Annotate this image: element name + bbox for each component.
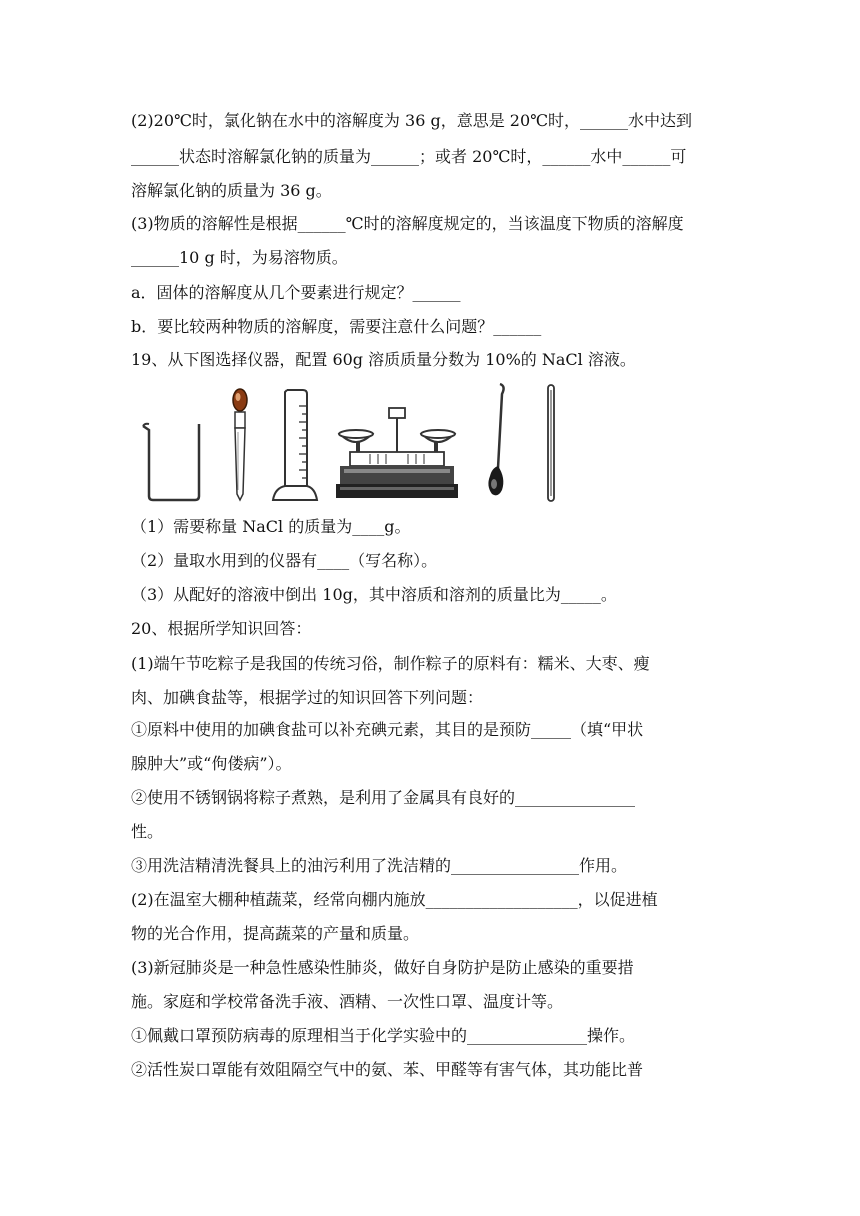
- text-line: （2）量取水用到的仪器有____（写名称）。: [131, 551, 438, 570]
- text-line: (3)物质的溶解性是根据______℃时的溶解度规定的，当该温度下物质的溶解度: [131, 214, 684, 233]
- text-line: （3）从配好的溶液中倒出 10g，其中溶质和溶剂的质量比为_____。: [131, 585, 617, 604]
- spoon-icon: [484, 382, 510, 500]
- text-line: 物的光合作用，提高蔬菜的产量和质量。: [131, 924, 420, 943]
- text-line: ______10 g 时，为易溶物质。: [131, 248, 348, 267]
- text-line: b．要比较两种物质的溶解度，需要注意什么问题？______: [131, 317, 542, 336]
- text-line: 溶解氯化钠的质量为 36 g。: [131, 181, 332, 200]
- text-line: ③用洗洁精清洗餐具上的油污利用了洗洁精的________________作用。: [131, 856, 628, 875]
- text-line: (2)20℃时，氯化钠在水中的溶解度为 36 g，意思是 20℃时，______水中达到: [131, 111, 693, 130]
- text-line: (2)在温室大棚种植蔬菜，经常向棚内施放___________________，以促进植: [131, 890, 658, 909]
- text-line: (1)端午节吃粽子是我国的传统习俗，制作粽子的原料有：糯米、大枣、瘦: [131, 654, 650, 673]
- text-line: 施。家庭和学校常备洗手液、酒精、一次性口罩、温度计等。: [131, 992, 564, 1011]
- text-line: ①佩戴口罩预防病毒的原理相当于化学实验中的_______________操作。: [131, 1026, 636, 1045]
- beaker-icon: [141, 420, 207, 502]
- graduated-cylinder-icon: [269, 388, 321, 502]
- text-line: ______状态时溶解氯化钠的质量为______；或者 20℃时，______水中______可: [131, 147, 687, 166]
- instruments-figure: [131, 380, 601, 510]
- text-line: (3)新冠肺炎是一种急性感染性肺炎，做好自身防护是防止感染的重要措: [131, 958, 634, 977]
- balance-scale-icon: [334, 406, 460, 502]
- question-heading: 19、从下图选择仪器，配置 60g 溶质质量分数为 10%的 NaCl 溶液。: [131, 350, 636, 369]
- text-line: 性。: [131, 822, 164, 841]
- text-line: 肉、加碘食盐等，根据学过的知识回答下列问题：: [131, 688, 484, 707]
- text-line: （1）需要称量 NaCl 的质量为____g。: [131, 517, 411, 536]
- dropper-icon: [227, 386, 253, 502]
- question-heading: 20、根据所学知识回答：: [131, 619, 312, 638]
- text-line: a．固体的溶解度从几个要素进行规定？______: [131, 283, 461, 302]
- text-line: ①原料中使用的加碘食盐可以补充碘元素，其目的是预防_____（填“甲状: [131, 720, 644, 739]
- text-line: ②活性炭口罩能有效阻隔空气中的氨、苯、甲醛等有害气体，其功能比普: [131, 1060, 644, 1079]
- text-line: ②使用不锈钢锅将粽子煮熟，是利用了金属具有良好的_______________: [131, 788, 636, 807]
- glass-rod-icon: [546, 384, 556, 502]
- text-line: 腺肿大”或“佝偻病”）。: [131, 754, 292, 773]
